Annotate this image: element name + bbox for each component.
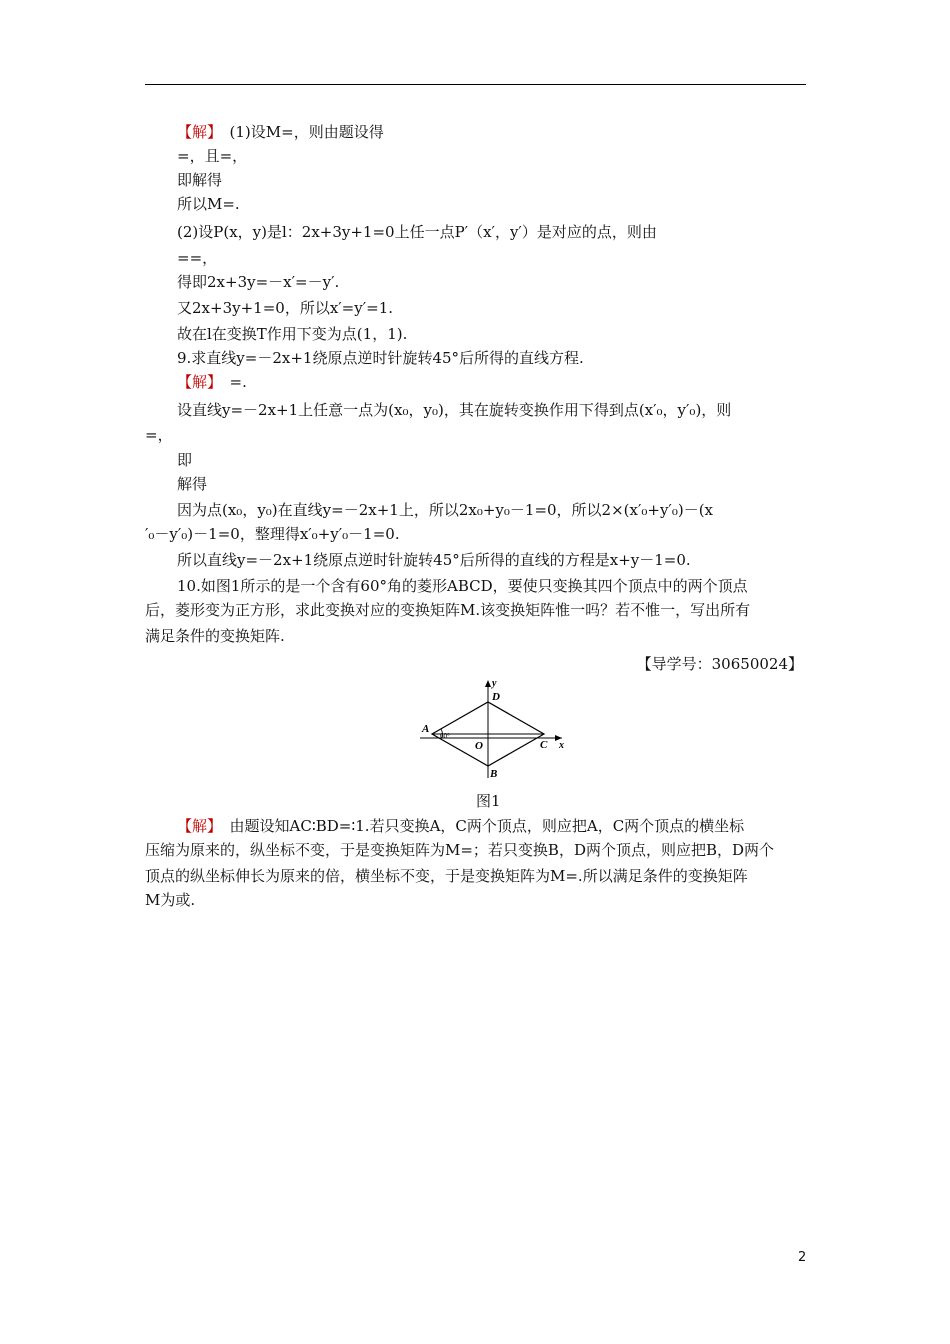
text-line: 【解】 由题设知AC∶BD=∶1.若只变换A，C两个顶点，则应把A，C两个顶点的横坐标: [177, 817, 745, 835]
text-line: 满足条件的变换矩阵.: [145, 627, 285, 645]
label-c: C: [540, 739, 548, 751]
rhombus-figure: [412, 676, 572, 788]
solution-tag: 【解】: [177, 373, 215, 391]
guide-number: 【导学号：30650024】: [636, 655, 803, 673]
text-line: =，: [145, 426, 173, 444]
label-o: O: [475, 740, 483, 752]
text-line: 又2x+3y+1=0，所以x′=y′=1.: [177, 299, 394, 317]
label-angle: 60°: [440, 732, 450, 740]
text-line: 【解】 (1)设M=，则由题设得: [177, 123, 384, 141]
text-line: M为或.: [145, 891, 196, 909]
text-line: (2)设P(x，y)是l：2x+3y+1=0上任一点P′（x′，y′）是对应的点，则由: [177, 223, 657, 241]
solution-tag: 【解】: [177, 817, 215, 835]
text-line: 解得: [177, 475, 208, 493]
y-axis-arrow: [485, 680, 491, 687]
text-line: 后，菱形变为正方形，求此变换对应的变换矩阵M.该变换矩阵惟一吗？若不惟一，写出所有: [145, 601, 751, 619]
problem-9: 9.求直线y=－2x+1绕原点逆时针旋转45°后所得的直线方程.: [177, 349, 584, 367]
text-line: 所以直线y=－2x+1绕原点逆时针旋转45°后所得的直线的方程是x+y－1=0.: [177, 551, 691, 569]
text-line: ==，: [177, 249, 218, 267]
label-b: B: [490, 768, 498, 780]
problem-10: 10.如图1所示的是一个含有60°角的菱形ABCD，要使只变换其四个顶点中的两个顶点: [177, 577, 748, 595]
text-line: =，且=，: [177, 147, 248, 165]
text-line: 因为点(x₀，y₀)在直线y=－2x+1上，所以2x₀+y₀－1=0，所以2×(x′₀+y′₀)－(x: [177, 501, 714, 519]
label-d: D: [492, 691, 500, 703]
text-line: 设直线y=－2x+1上任意一点为(x₀，y₀)，其在旋转变换作用下得到点(x′₀，y′₀)，则: [177, 401, 732, 419]
label-x: x: [559, 740, 564, 751]
solution-tag: 【解】: [177, 123, 215, 141]
text-line: 压缩为原来的，纵坐标不变，于是变换矩阵为M=；若只变换B，D两个顶点，则应把B，D两个: [145, 841, 775, 859]
text-line: 顶点的纵坐标伸长为原来的倍，横坐标不变，于是变换矩阵为M=.所以满足条件的变换矩阵: [145, 867, 748, 885]
header-rule: [145, 84, 806, 85]
text-line: 得即2x+3y=－x′=－y′.: [177, 273, 340, 291]
text-line: 所以M=.: [177, 195, 240, 213]
text-line: 即解得: [177, 171, 223, 189]
label-y: y: [492, 678, 497, 689]
text-line: 即: [177, 451, 193, 469]
text-line: 【解】 =.: [177, 373, 247, 391]
page-number: 2: [798, 1250, 807, 1265]
figure-caption: 图1: [476, 792, 501, 810]
text-line: ′₀－y′₀)－1=0，整理得x′₀+y′₀－1=0.: [145, 525, 400, 543]
label-a: A: [422, 723, 430, 735]
text-line: 故在l在变换T作用下变为点(1，1).: [177, 325, 408, 343]
